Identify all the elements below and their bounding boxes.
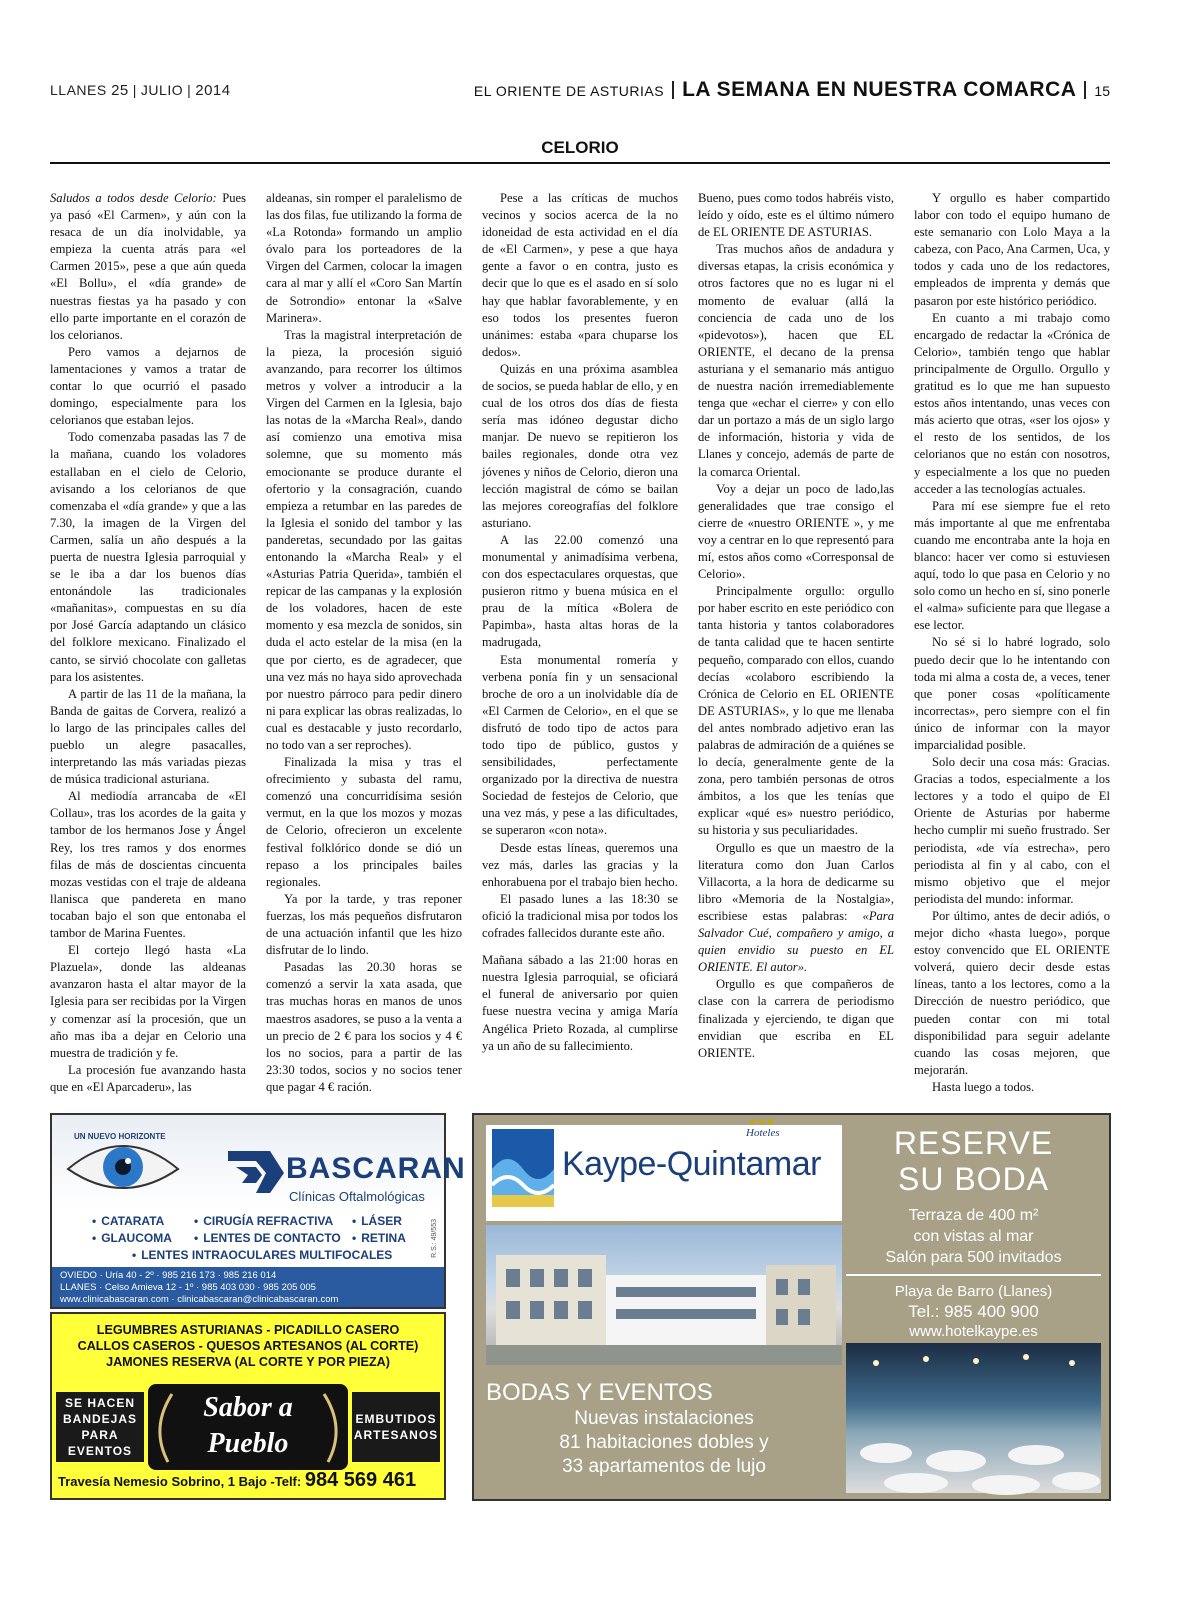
kaype-hoteles: Hoteles [746,1127,780,1139]
column-4 [698,190,894,1096]
sabor-address: Travesía Nemesio Sobrino, 1 Bajo -Telf: 984 569 461 [58,1469,417,1491]
paragraph: Orgullo es que un maestro de la literatura como don Juan Carlos Villacorta, a la hora de dedicarme su libro «Memoria de la Nostalgia», escribiese estas palabras: «Para Salvador Cué, compañero y amigo, a quien envidio su puesto en EL ORIENTE. El autor». [698,840,894,975]
page-header [50,78,1110,102]
book-dedication: «Para Salvador Cué, compañero y amigo, a quien envidio su puesto en EL ORIENTE. El autor». [698,908,894,975]
paragraph: Por último, antes de decir adiós, o mejor dicho «hasta luego», porque estoy convencido que EL ORIENTE volverá, quiero decir desde estas líneas, tanto a los lectores, como a la Dirección de nuestro periódico, que pueden contar con mi total disponibilidad para seguir adelante cuando las cosas mejoren, que mejorarán. [914,908,1110,1077]
header-month: JULIO [140,82,184,98]
header-day: 25 [111,82,129,99]
paragraph: Al mediodía arrancaba de «El Collau», tras los acordes de la gaita y tambor de los hermanos Jose y Ángel Rey, los tres ramos y dos enormes filas de más de doscientas cincuenta mozas vestidas con el traje de aldeana llanisca que pandereta en mano tocaban bajo el son que entonaba el tambor de Marina Fuentes. [50,789,246,941]
banquet-tables-icon [846,1343,1101,1493]
paragraph: A las 22.00 comenzó una monumental y animadísima verbena, con dos espectaculares orquestas, que pusieron ritmo y buena música en el prau de la mítica «Bolera de Papimba», hasta altas horas de la madrugada, [482,532,678,650]
bascaran-contact: OVIEDO · Uría 40 - 2º · 985 216 173 · 985 216 014 LLANES · Celso Amieva 12 - 1º · 985 403 030 · 985 205 005 www.clinicabascaran.com · clinicabascaran@clinicabascaran.com [52,1267,444,1307]
bascaran-web[interactable]: www.clinicabascaran.com · clinicabascaran@clinicabascaran.com [60,1294,339,1305]
paragraph: Todo comenzaba pasadas las 7 de la mañana, cuando los voladores estallaban en el cielo de Celorio, avisando a los celorianos de que comenzaba el «día grande» y que a las 7.30, la imagen de la Virgen del Carmen, salía un año después a la puerta de nuestra Iglesia parroquial y se le iba a dar los buenos días entonándole las tradicionales «mañanitas», compuestas en su día por José García adaptando un clásico del folklore mexicano. Finalizado el canto, se sirvió chocolate con galletas para los asistentes. [50,430,246,684]
reserve-heading: RESERVE SU BODA [893,1125,1054,1197]
bascaran-logo-icon [226,1143,286,1195]
page-number: 15 [1094,83,1110,99]
publication-name: EL ORIENTE DE ASTURIAS [473,83,665,99]
paragraph: Tras muchos años de andadura y diversas etapas, la crisis económica y otros factores que no es lugar ni el momento de evaluar (allá la conciencia de cada uno de los «pidevotos»), hacen que EL ORIENTE, el decano de la prensa asturiana y el semanario más antiguo de nuestra nación irremediablemente tenga que «echar el cierre» y con ello dar un portazo a más de un siglo largo de información, historia y vida de Llanes y concejo, además de parte de la comarca Oriental. [698,242,894,479]
svg-text:UN NUEVO HORIZONTE: UN NUEVO HORIZONTE [74,1132,166,1141]
sabor-embutidos-box: EMBUTIDOS ARTESANOS [352,1392,440,1462]
column-1 [50,190,246,1096]
ad-sabor-a-pueblo[interactable] [50,1312,446,1500]
paragraph: No sé si lo habré logrado, solo puedo decir que lo he intentando con toda mi alma a costa de, a veces, tener que poner cosas «políticamente incorrectas», pero siempre con el fin único de informar con la mayor imparcialidad posible. [914,635,1110,752]
sabor-logo-text: Sabor a Pueblo [203,1392,293,1459]
lead-italic: Saludos a todos desde Celorio: [50,191,217,205]
bascaran-services: • CATARATA • CIRUGÍA REFRACTIVA • LÁSER • GLAUCOMA • LENTES DE CONTACTO • RETINA • LENTES INTRAOCULARES MULTIFOCALES [92,1214,406,1262]
ad-bascaran[interactable] [50,1113,466,1309]
section-title: CELORIO [541,138,619,157]
paragraph: En cuanto a mi trabajo como encargado de redactar la «Crónica de Celorio», también tengo que hablar principalmente de Orgullo. Orgullo y gratitud es lo que me han supuesto estos años intentando, unas veces con más acierto que otras, «ser los ojos» y el resto de los sentidos, de los celorianos que no están con nosotros, y especialmente a los que no pueden acceder a las tecnologías actuales. [914,310,1110,496]
paragraph: aldeanas, sin romper el paralelismo de las dos filas, fue utilizando la forma de «La Rotonda» formando un amplio óvalo para los porteadores de la Virgen del Carmen, colocar la imagen cara al mar y allí el «Coro San Martín de Sotrondio» entonar la «Salve Marinera». [266,191,462,325]
kaype-location: Playa de Barro (Llanes) [894,1283,1053,1300]
paragraph: Quizás en una próxima asamblea de socios, se pueda hablar de ello, y en cual de los otros dos días de fiesta sería mas idóneo degustar dicho manjar. De nuevo se repitieron los bailes regionales, donde otra vez jóvenes y niños de Celorio, dieron una lección magistral de cómo se bailan las mejores coreografías del folklore asturiano. [482,361,678,530]
paragraph: Solo decir una cosa más: Gracias. Gracias a todos, especialmente a los lectores y a todo el quipo de El Oriente de Asturias por haberme hecho cumplir mi sueño frustrado. Ser periodista, «de vía estrecha», pero periodista al fin y al cabo, con el mismo objetivo que el mejor periodista del mundo: informar. [914,755,1110,906]
section-name: LA SEMANA EN NUESTRA COMARCA [682,78,1077,101]
paragraph: Ya por la tarde, y tras reponer fuerzas, los más pequeños disfrutaron de una actuación infantil que les hizo disfrutar de lo lindo. [266,891,462,958]
sabor-phone: 984 569 461 [304,1469,417,1491]
paragraph: A partir de las 11 de la mañana, la Banda de gaitas de Corvera, realizó a lo largo de las principales calles del pueblo un alegre pasacalles, interpretando las más variadas piezas de música tradicional asturiana. [50,686,246,787]
kaype-events: BODAS Y EVENTOS Nuevas instalaciones 81 habitaciones dobles y 33 apartamentos de lujo [486,1379,769,1477]
section-rule [50,162,1110,164]
kaype-brand: Kaype-Quintamar [562,1145,821,1183]
bascaran-registration: R.S.: 49/553 [431,1219,438,1258]
bascaran-name: BASCARAN [286,1152,466,1185]
paragraph: Tras la magistral interpretación de la pieza, la procesión siguió avanzando, para recorrer los últimos metros y volver a introducir a la Virgen del Carmen en la Iglesia, bajo las notas de la «Marcha Real», dando así comienzo una emotiva misa solemne, que su momento más emocionante se produce durante el ofertorio y la consagración, cuando empieza a retumbar en las paredes de la Iglesia el sonido del tambor y las panderetas, secundado por las gaitas entonando la «Marcha Real» y el «Asturias Patria Querida», también el repicar de las campanas y la explosión de los voladores, hacen de este momento y esa mezcla de sonidos, sin duda el acto estelar de la misa (en la que por cierto, es de agradecer, que una vez más no haya sido aprovechada por nuestro párroco para pedir dinero ni para explicar las obras realizadas, lo cual es destacable y justo recordarlo, no todo van a ser reproches). [266,327,462,752]
paragraph: Orgullo es que compañeros de clase con la carrera de periodismo finalizada y ejerciendo, te digan que envidian que escriba en EL ORIENTE. [698,977,894,1060]
paragraph: Finalizada la misa y tras el ofrecimiento y subasta del ramu, comenzó una concurridísima sesión vermut, en la que los mozos y mozas de Celorio, ofrecieron un excelente festival folklórico donde se dió un repaso a los principales bailes regionales. [266,755,462,889]
sabor-bandejas-box: SE HACEN BANDEJAS PARA EVENTOS [56,1392,144,1462]
kaype-phone[interactable]: Tel.: 985 400 900 [908,1302,1039,1321]
banquet-photo [846,1343,1101,1493]
paragraph: Para mí ese siempre fue el reto más importante al que me enfrentaba cuando me encontraba ante la hoja en blanco: hacer ver como si estuviesen aquí, todo lo que pasa en Celorio y no solo como un hecho en sí, sino ponerle el «alma» suficiente para que llegase a ese lector. [914,498,1110,633]
paragraph: Voy a dejar un poco de lado,las generalidades que trae consigo el cierre de «nuestro ORIENTE », y me voy a centrar en lo que representó para mí, estos años como «Corresponsal de Celorio». [698,481,894,582]
hotel-photo [486,1225,842,1365]
header-year: 2014 [195,82,231,99]
paragraph: Mañana sábado a las 21:00 horas en nuestra Iglesia parroquial, se oficiará el funeral de aniversario por quien fuese nuestra vecina y amiga María Angélica Prieto Rozada, al cumplirse ya un año de su fallecimiento. [482,953,678,1053]
paragraph: El pasado lunes a las 18:30 se ofició la tradicional misa por todos los cofrades fallecidos durante este año. [482,891,678,941]
paragraph: Pasadas las 20.30 horas se comenzó a servir la xata asada, que tras muchas horas en manos de unos maestros asadores, se puso a la venta a un precio de 2 € para los socios y 4 € los no socios, para a partir de las 23:30 todos, socios y no socios tener que pagar 4 € ración. [266,960,462,1094]
paragraph: Esta monumental romería y verbena ponía fin y un sensacional broche de oro a un inolvidable día de «El Carmen de Celorio», en el que se disfrutó de todo tipo de actos para todo tipo de público, gustos y sensibilidades, perfectamente organizado por la directiva de nuestra Sociedad de festejos de Celorio, que una vez más, y pese a las dificultades, se superaron «con nota». [482,652,678,838]
kaype-web[interactable]: www.hotelkaype.es [909,1323,1038,1340]
paragraph: Saludos a todos desde Celorio: Pues ya pasó «El Carmen», y aún con la resaca de un día inolvidable, ya empieza la cuenta atrás para «el Carmen 2015», pese a que aún queda «El Bollu», el «día grande» de nuestras fiestas ya ha pasado y con ello parte importante en el corazón de los celorianos. [50,191,246,342]
header-location: LLANES [50,82,107,98]
date-line: LLANES 25 | JULIO | 2014 [50,82,231,99]
wave-logo-icon [492,1129,554,1207]
paragraph: Principalmente orgullo: orgullo por haber escrito en este periódico con tanta historia y tantos colaboradores de tanta calidad que te hacen sentirte pequeño, comparado con ellos, cuando decías «colaboro escribiendo la Crónica de Celorio en EL ORIENTE DE ASTURIAS», y lo que me llenaba del antes nombrado adjetivo eran las palabras de admiración de a quiénes se lo decía, generalmente gente de la zona, pero también personas de otros ámbitos, a los que les tenías que explicar «qué es» nuestro periódico, su historia y sus peculiaridades. [698,584,894,838]
paragraph: Bueno, pues como todos habréis visto, leído y oído, este es el último número de EL ORIENTE DE ASTURIAS. [698,191,894,240]
hotel-building-icon [486,1225,842,1365]
kaype-offer: RESERVE SU BODA Terraza de 400 m² con vistas al mar Salón para 500 invitados Playa de Barro (Llanes) Tel.: 985 400 900 www.hotelkaype.es [846,1125,1101,1341]
paragraph: La procesión fue avanzando hasta que en «El Aparcaderu», las [50,1062,246,1094]
eye-icon [64,1129,182,1201]
paragraph: El cortejo llegó hasta «La Plazuela», donde las aldeanas avanzaron hasta el altar mayor de la Iglesia para ser recibidas por la Virgen y comenzar así la procesión, que un año mas iba a dejar en Celorio una muestra de tradición y fe. [50,943,246,1060]
publication-line [474,78,1110,102]
paragraph: Y orgullo es haber compartido labor con todo el equipo humano de este semanario con Lolo Maya a la cabeza, con Paco, Ana Carmen, Uca, y todos y cada uno de los redactores, empleados de imprenta y demás que pasaron por este histórico periódico. [914,191,1110,308]
column-5 [914,190,1110,1096]
paragraph: Pese a las críticas de muchos vecinos y socios acerca de la no idoneidad de esta actividad en el día de «El Carmen», y pese a que haya gente a favor o en contra, justo es decir que lo que es el asado en sí solo hay que hablar favorablemente, y en eso todos los presentes fueron unánimes: estaba «para chuparse los dedos». [482,191,678,359]
paragraph: Hasta luego a todos. [932,1079,1035,1094]
paragraph: Desde estas líneas, queremos una vez más, darles las gracias y la enhorabuena por el trabajo bien hecho. [482,840,678,889]
paragraph: Pero vamos a dejarnos de lamentaciones y vamos a tratar de contar lo que ocurrió el pasado domingo, especialmente para los celorianos que estaban lejos. [50,344,246,428]
ad-kaype-quintamar[interactable] [472,1113,1111,1501]
column-3 [482,190,678,1096]
stars-icon: ★★★ [748,1117,775,1128]
sabor-products: LEGUMBRES ASTURIANAS - PICADILLO CASERO CALLOS CASEROS - QUESOS ARTESANOS (AL CORTE) JAMONES RESERVA (AL CORTE Y POR PIEZA) [77,1323,419,1369]
column-2 [266,190,462,1096]
bascaran-subtitle: Clínicas Oftalmológicas [289,1189,425,1204]
article-body [50,190,1110,1096]
